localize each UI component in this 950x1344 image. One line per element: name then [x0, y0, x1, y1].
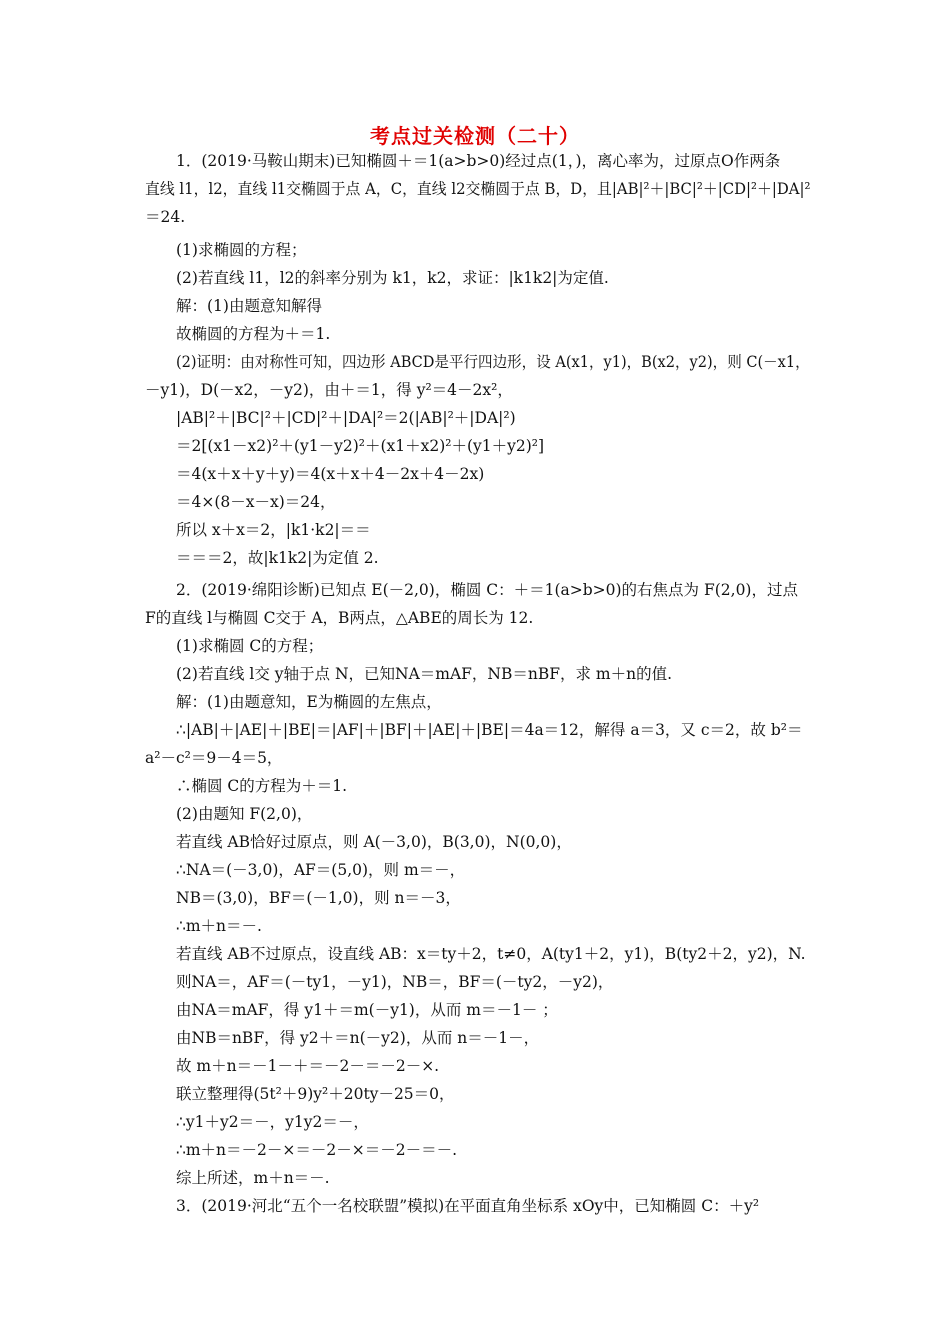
problem-1-part-2: (2)若直线 l1，l2的斜率分别为 k1，k2，求证：|k1k2|为定值.: [176, 269, 609, 287]
problem-3-text: 3．(2019·河北“五个一名校联盟”模拟)在平面直角坐标系 xOy中，已知椭圆 C：＋y²: [176, 1197, 760, 1215]
solution-line: NB＝(3,0)，BF＝(－1,0)，则 n＝－3，: [176, 889, 461, 907]
solution-line: ∴y1＋y2＝－，y1y2＝－，: [176, 1113, 369, 1131]
solution-line: 由NA＝mAF，得 y1＋＝m(－y1)，从而 m＝－1－ ；: [176, 1001, 558, 1019]
solution-line: 联立整理得(5t²＋9)y²＋20ty－25＝0，: [176, 1085, 455, 1103]
solution-line: |AB|²＋|BC|²＋|CD|²＋|DA|²＝2(|AB|²＋|DA|²): [176, 409, 516, 427]
solution-line: 由NB＝nBF，得 y2＋＝n(－y2)，从而 n＝－1－，: [176, 1029, 540, 1047]
solution-line: ＝2[(x1－x2)²＋(y1－y2)²＋(x1＋x2)²＋(y1＋y2)²]: [176, 437, 545, 455]
solution-line: (2)证明：由对称性可知，四边形 ABCD是平行四边形，设 A(x1，y1)，B(x2，y2)，则 C(－x1，: [176, 353, 810, 371]
solution-line: ＝4×(8－x－x)＝24，: [176, 493, 336, 511]
solution-line: ＝4(x＋x＋y＋y)＝4(x＋x＋4－2x＋4－2x): [176, 465, 485, 483]
solution-line: －y1)，D(－x2，－y2)，由＋＝1，得 y²＝4－2x²，: [145, 381, 513, 399]
solution-line: 解：(1)由题意知，E为椭圆的左焦点，: [176, 693, 442, 711]
solution-line: 若直线 AB不过原点，设直线 AB：x＝ty＋2，t≠0，A(ty1＋2，y1)，B(ty2＋2，y2)，N.: [176, 945, 806, 963]
problem-2-text: F的直线 l与椭圆 C交于 A，B两点，△ABE的周长为 12.: [145, 609, 534, 627]
problem-1-text: 直线 l1，l2，直线 l1交椭圆于点 A，C，直线 l2交椭圆于点 B，D，且|AB|²＋|BC|²＋|CD|²＋|DA|²: [145, 180, 811, 198]
solution-line: a²－c²＝9－4＝5，: [145, 749, 283, 767]
solution-line: 则NA＝，AF＝(－ty1，－y1)，NB＝，BF＝(－ty2，－y2)，: [176, 973, 614, 991]
solution-line: ∴m＋n＝－.: [176, 917, 262, 935]
solution-line: ∴|AB|＋|AE|＋|BE|＝|AF|＋|BF|＋|AE|＋|BE|＝4a＝12，解得 a＝3，又 c＝2，故 b²＝: [176, 721, 803, 739]
problem-1-text: ＝24.: [145, 208, 186, 226]
solution-line: (2)由题知 F(2,0)，: [176, 805, 313, 823]
problem-1-text: 1．(2019·马鞍山期末)已知椭圆＋＝1(a>b>0)经过点(1，)，离心率为，过原点O作两条: [176, 152, 781, 170]
solution-line: 故 m＋n＝－1－＋＝－2－＝－2－×.: [176, 1057, 440, 1075]
solution-line: ＝＝＝2，故|k1k2|为定值 2.: [176, 549, 379, 567]
problem-1-part-1: (1)求椭圆的方程；: [176, 241, 307, 259]
problem-2-part-2: (2)若直线 l交 y轴于点 N，已知NA＝mAF，NB＝nBF，求 m＋n的值.: [176, 665, 673, 683]
page-title: 考点过关检测（二十）: [370, 124, 580, 148]
solution-line: ∴NA＝(－3,0)，AF＝(5,0)，则 m＝－，: [176, 861, 466, 879]
solution-line: ∴m＋n＝－2－×＝－2－×＝－2－＝－.: [176, 1141, 458, 1159]
solution-line: ∴椭圆 C的方程为＋＝1.: [176, 777, 348, 795]
solution-line: 所以 x＋x＝2，|k1·k2|＝＝: [176, 521, 371, 539]
solution-line: 解：(1)由题意知解得: [176, 297, 322, 315]
problem-2-part-1: (1)求椭圆 C的方程；: [176, 637, 324, 655]
solution-line: 若直线 AB恰好过原点，则 A(－3,0)，B(3,0)，N(0,0)，: [176, 833, 572, 851]
solution-line: 故椭圆的方程为＋＝1.: [176, 325, 331, 343]
problem-2-text: 2．(2019·绵阳诊断)已知点 E(－2,0)，椭圆 C：＋＝1(a>b>0)的右焦点为 F(2,0)，过点: [176, 581, 798, 599]
solution-line: 综上所述，m＋n＝－.: [176, 1169, 330, 1187]
